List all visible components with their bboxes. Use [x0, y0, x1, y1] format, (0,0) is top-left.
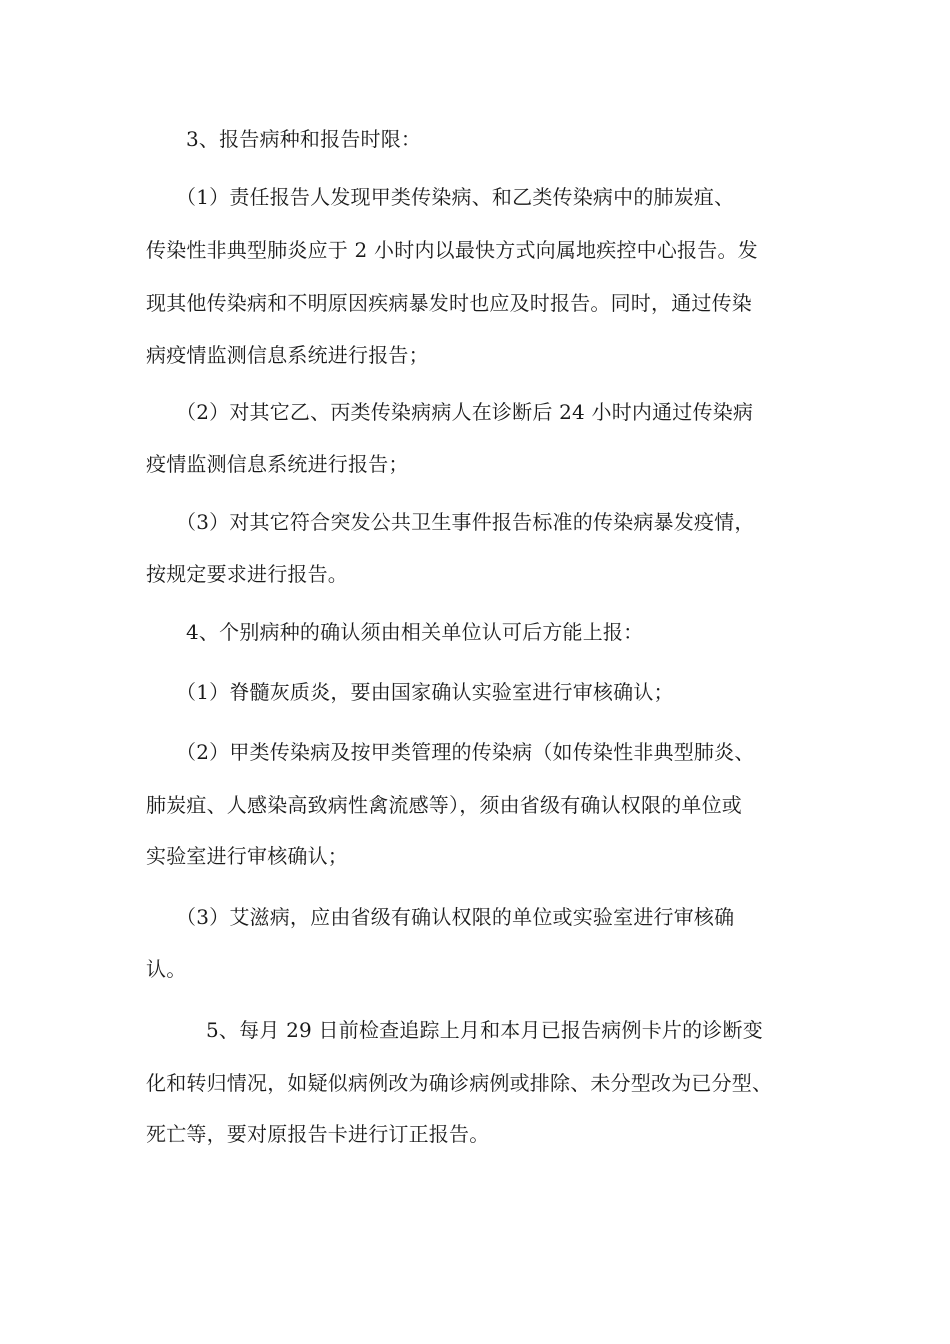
paragraph-3-1-line-4: 病疫情监测信息系统进行报告； [146, 343, 429, 367]
paragraph-4-2-line-2: 肺炭疽、人感染高致病性禽流感等），须由省级有确认权限的单位或 [146, 793, 742, 817]
paragraph-3-2-line-1: （2）对其它乙、丙类传染病病人在诊断后 24 小时内通过传染病 [176, 400, 754, 424]
paragraph-4-2-line-3: 实验室进行审核确认； [146, 844, 348, 868]
paragraph-4-3-line-2: 认。 [146, 957, 187, 981]
paragraph-5-line-3: 死亡等，要对原报告卡进行订正报告。 [146, 1122, 490, 1146]
section-3-heading: 3、报告病种和报告时限： [186, 127, 422, 151]
paragraph-3-1-line-1: （1）责任报告人发现甲类传染病、和乙类传染病中的肺炭疽、 [176, 185, 735, 209]
paragraph-3-3-line-2: 按规定要求进行报告。 [146, 562, 348, 586]
section-4-heading: 4、个别病种的确认须由相关单位认可后方能上报： [186, 620, 644, 644]
paragraph-5-line-1: 5、每月 29 日前检查追踪上月和本月已报告病例卡片的诊断变 [206, 1018, 763, 1042]
paragraph-4-1-line-1: （1）脊髓灰质炎，要由国家确认实验室进行审核确认； [176, 680, 674, 704]
paragraph-3-2-line-2: 疫情监测信息系统进行报告； [146, 452, 409, 476]
paragraph-3-1-line-3: 现其他传染病和不明原因疾病暴发时也应及时报告。同时，通过传染 [146, 291, 752, 315]
paragraph-4-3-line-1: （3）艾滋病，应由省级有确认权限的单位或实验室进行审核确 [176, 905, 735, 929]
paragraph-4-2-line-1: （2）甲类传染病及按甲类管理的传染病（如传染性非典型肺炎、 [176, 740, 755, 764]
paragraph-3-3-line-1: （3）对其它符合突发公共卫生事件报告标准的传染病暴发疫情， [176, 510, 755, 534]
paragraph-3-1-line-2: 传染性非典型肺炎应于 2 小时内以最快方式向属地疾控中心报告。发 [146, 238, 758, 262]
paragraph-5-line-2: 化和转归情况，如疑似病例改为确诊病例或排除、未分型改为已分型、 [146, 1071, 773, 1095]
